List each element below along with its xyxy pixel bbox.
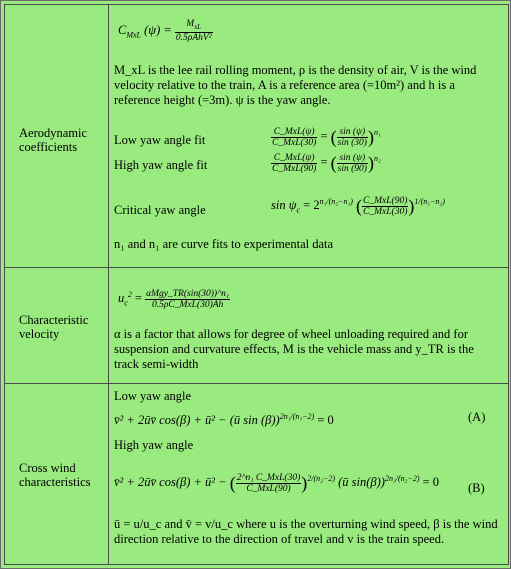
equation-tag-b: (B)	[468, 481, 485, 495]
cross-low-yaw-equation: v̄² + 2ūv̄ cos(β) + ū² − (ū sin (β))$^{2n_1/(n_1-2)}$ = 0	[114, 412, 334, 428]
aero-description: M_xL is the lee rail rolling moment, ρ is the density of air, V is the wind velocity relative to the train, A is a reference area (=10m²) and h is a reference height (=3m). ψ is the yaw angle.	[114, 63, 477, 107]
cross-high-yaw-equation: v̄² + 2ūv̄ cos(β) + ū² − ( $\frac{\text{2\textasciicircum{}n₁ C\_MxL(30)}}{\text{C\_MxL(90)}}$ )$^{2/(n_2-2)}$ (ū sin(β))$^{2n_2/(n_2-2)}$ = 0	[114, 472, 440, 494]
cross-wind-description: ū = u/u_c and v̄ = v/u_c where u is the overturning wind speed, β is the wind direction relative to the direction of travel and v is the train speed.	[114, 517, 498, 546]
cross-high-yaw-title: High yaw angle	[114, 438, 194, 452]
table-right-edge	[508, 4, 509, 564]
row-divider-2	[4, 383, 509, 384]
critical-yaw-equation: $\sin \psi_c = 2^{n_1/(n_2-n_1)}$ ( $\frac{\text{C\_MxL(90)}}{\text{C\_MxL(30)}}$ )$^{1/(n_1-n_2)}$	[271, 195, 445, 217]
cmxl-definition-equation: $C_{MxL}$ (ψ) = $\frac{M_{xL}}{\text{0.5ρAhV²}}$	[118, 19, 212, 43]
characteristic-velocity-equation: $u_c^2$ = $\frac{\text{αMgy\_TR(sin(30))\textasciicircum{}n₁}}{\text{0.5ρC\_MxL(30)Ah}}$	[118, 288, 230, 310]
low-yaw-fit-equation: $\frac{\text{C\_MxL(ψ)}}{\text{C\_MxL(30)}}$ = ( $\frac{\sin (\psi)}{\sin (30)}$ )$^{n_1}$	[272, 126, 381, 148]
low-yaw-fit-label: Low yaw angle fit	[114, 133, 206, 147]
characteristic-velocity-description: α is a factor that allows for degree of wheel unloading required and for suspension and curvature effects, M is the vehicle mass and y_TR is the track semi-width	[114, 327, 474, 371]
row-label-cross-wind: Cross wind characteristics	[19, 461, 91, 489]
equation-tag-a: (A)	[468, 410, 486, 424]
high-yaw-fit-equation: $\frac{\text{C\_MxL(ψ)}}{\text{C\_MxL(90)}}$ = ( $\frac{\sin (\psi)}{\sin (90)}$ )$^{n_2}$	[272, 152, 381, 174]
table-left-edge	[4, 4, 5, 564]
row-label-characteristic-velocity: Characteristic velocity	[19, 313, 89, 341]
critical-yaw-label: Critical yaw angle	[114, 203, 206, 217]
row-divider-top	[4, 4, 509, 5]
high-yaw-fit-label: High yaw angle fit	[114, 158, 208, 172]
row-label-aerodynamic: Aerodynamic coefficients	[19, 126, 88, 154]
row-divider-bottom	[4, 564, 509, 565]
cross-low-yaw-title: Low yaw angle	[114, 389, 192, 403]
row-divider-1	[4, 267, 509, 268]
curve-fit-note: n₁ and n₁ are curve fits to experimental data	[114, 237, 334, 251]
